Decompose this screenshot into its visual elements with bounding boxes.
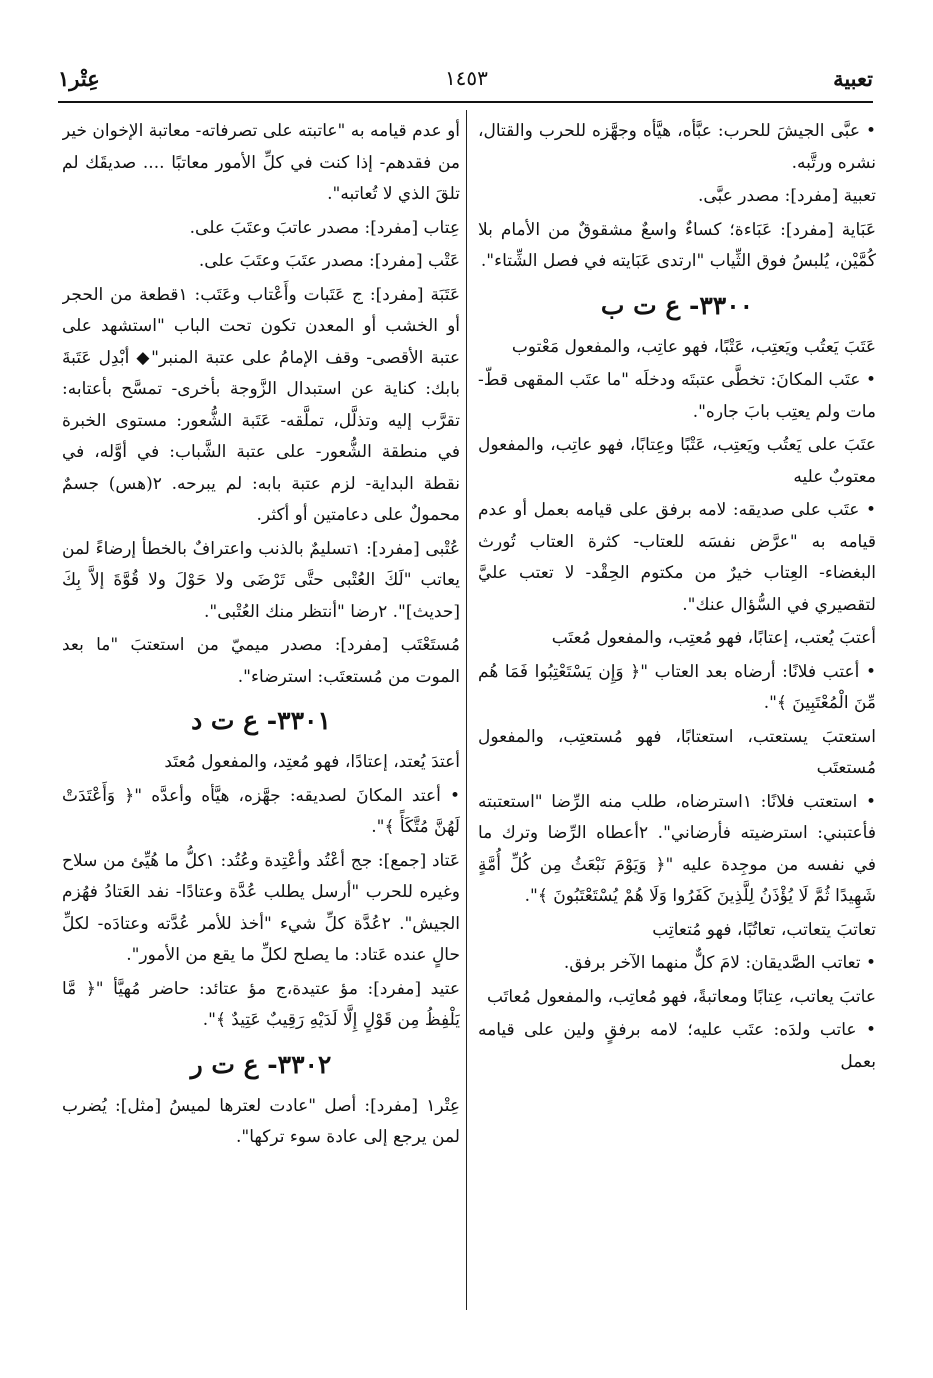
entry: مُستَعْتَب [مفرد]: مصدر ميميّ من استعتبَ "ما بعد الموت من مُستعتَب: استرضاء". [62,635,460,687]
entry: عَبَاية [مفرد]: عَبَاءة؛ كساءٌ واسعٌ مشقوقٌ من الأمام بلا كُمَّيْن، يُلبسُ فوق الثِّياب "ارتدى عَبَايته في فصل الشِّتاء". [478,219,876,271]
header-rule [58,101,873,103]
entry: أعتبَ يُعتب، إعتابًا، فهو مُعتِب، والمفعول مُعتَب [551,628,876,648]
entry: • عبَّى الجيشَ للحرب: عبَّأه، هيَّأه وجهَّزه للحرب والقتال، نشره ورتَّبه. [478,121,876,173]
left-column [62,116,460,1308]
entry: • تعاتب الصَّديقان: لامَ كلٌّ منهما الآخر برفق. [563,953,876,973]
entry: • أعتد المكانَ لصديقه: جهَّزه، هيَّأه وأعدَّه "﴿ وَأَعْتَدَتْ لَهُنَّ مُتَّكَأً ﴾". [62,785,460,837]
entry: • عتَب المكانَ: تخطَّى عتبتَه ودخلَه "ما عتَب المقهى قطّ- مات ولم يعتِب بابَ جاره". [478,370,876,422]
right-column [478,116,876,1308]
entry: تعاتبَ يتعاتب، تعاتُبًا، فهو مُتعاتِب [652,919,876,940]
header-left-word: عِتْر١ [58,65,100,91]
page-number: ١٤٥٣ [444,66,488,90]
entry: • استعتب فلانًا: ١استرضاه، طلب منه الرِّضا "استعتبته فأعتبني: استرضيته فأرضاني". ٢أعطاه الرِّضا وترك ما في نفسه من موجِدة عليه "﴿ وَيَوْمَ نَبْعَثُ مِن كُلِّ أُمَّةٍ شَهِيدًا ثُمَّ لَا يُؤْذَنُ لِلَّذِينَ كَفَرُوا وَلَا هُمْ يُسْتَعْتَبُونَ ﴾". [478,791,876,906]
root-heading: ٣٣٠١- ع ت د [191,706,331,735]
entry: • أعتب فلانًا: أرضاه بعد العتاب "﴿ وَإِن يَسْتَعْتِبُوا فَمَا هُم مِّنَ الْمُعْتَبِينَ ﴾". [478,661,876,713]
entry: أعتدَ يُعتد، إعتادًا، فهو مُعتِد، والمفعول مُعتَد [164,752,460,772]
entry: عَتْب [مفرد]: مصدر عتَبَ وعتَبَ على. [198,251,460,271]
entry: أو عدم قيامه به "عاتبته على تصرفاته- معاتبة الإخوان خير من فقدهم- إذا كنت في كلِّ الأمور معاتبًا .... صديقَك لم تلقَ الذي لا تُعاتبه". [62,121,460,204]
entry: استعتبَ يستعتب، استعتابًا، فهو مُستعتِب، والمفعول مُستعتَب [478,726,876,778]
entry: عِتاب [مفرد]: مصدر عاتبَ وعتَبَ على. [189,217,460,238]
entry: عَتاد [جمع]: جج أعْتُد وأعْتِدة وعُتُد: ١كلُّ ما هُيِّئ من سلاح وغيره للحرب "أرسل يطلب عُدَّة وعتادًا- نفد العَتادُ فهُزم الجيش". ٢عُدَّة كلِّ شيء "أخذ للأمر عُدَّته وعتادَه- لكلِّ حالٍ عنده عَتاد: ما يصلح لكلِّ ما يقع من الأمور". [62,850,460,965]
entry: عُتْبى [مفرد]: ١تسليمٌ بالذنب واعترافٌ بالخطأ إرضاءً لمن يعاتب "لَكَ العُتْبى حتَّى تَرْضَى ولا حَوْلَ ولا قُوَّةَ إلاَّ بِكَ [حديث]". ٢رضا "أنتظر منك العُتْبى". [62,538,460,622]
root-heading: ٣٣٠٢- ع ت ر [190,1049,332,1079]
entry: عَتَبَ يَعتُب ويَعتِب، عَتْبًا، فهو عاتِب، والمفعول مَعْتوب [511,336,876,357]
column-divider [466,110,467,1310]
entry: عاتبَ يعاتب، عِتابًا ومعاتبةً، فهو مُعاتِب، والمفعول مُعاتَب [486,986,876,1007]
entry: عِتْر١ [مفرد]: أصل "عادت لعترها لميسُ [مثل]: يُضرب لمن يرجع إلى عادة سوء تركها". [62,1095,460,1147]
entry: تعبية [مفرد]: مصدر عبَّى. [698,186,876,206]
page-header [58,58,873,98]
entry: عَتَبَة [مفرد]: ج عَتَبات وأَعْتاب وعَتَب: ١قطعة من الحجر أو الخشب أو المعدن تكون تحت الباب "استشهد على عتبة الأقصى- وقف الإمامُ على عتبة المنبر"◆ أبْدِل عَتَبةَ بابك: كناية عن استبدال الزَّوجة بأخرى- تمسَّح بأعتابه: تقرَّب إليه وتذلَّل، تملَّقه- عَتَبة الشُّعور: مستوى الخبرة في منطقة الشُّعور- على عتبة الشَّباب: في أوَّله، في نقطة البداية- لزم عتبة بابه: لم يبرحه. ٢(هس) جسمٌ محمولٌ على دعامتين أو أكثر. [62,284,460,525]
root-heading: ٣٣٠٠- ع ت ب [600,290,754,320]
entry: • عتَب على صديقه: لامه برفق على قيامه بعمل أو عدم قيامه به "عرَّض نفسَه للعتاب- كثرة العتاب تُورث البغضاء- العِتاب خيرٌ من مكتوم الحِقْد- لا تعتب عليَّ لتقصيري في السُّؤال عنك". [478,500,876,615]
entry: • عاتب ولدَه: عتَب عليه؛ لامه برفقٍ ولين على قيامه بعمل [478,1020,876,1072]
header-right-word: تعبية [833,65,873,91]
entry: عتيد [مفرد]: مؤ عتيدة،ج مؤ عتائد: حاضر مُهيَّأ "﴿ مَّا يَلْفِظُ مِن قَوْلٍ إِلَّا لَدَيْهِ رَقِيبٌ عَتِيدٌ ﴾". [62,978,460,1030]
entry: عتَبَ على يَعتُب ويَعتِب، عَتْبًا وعِتابًا، فهو عاتِب، والمفعول معتوبٌ عليه [478,435,876,487]
